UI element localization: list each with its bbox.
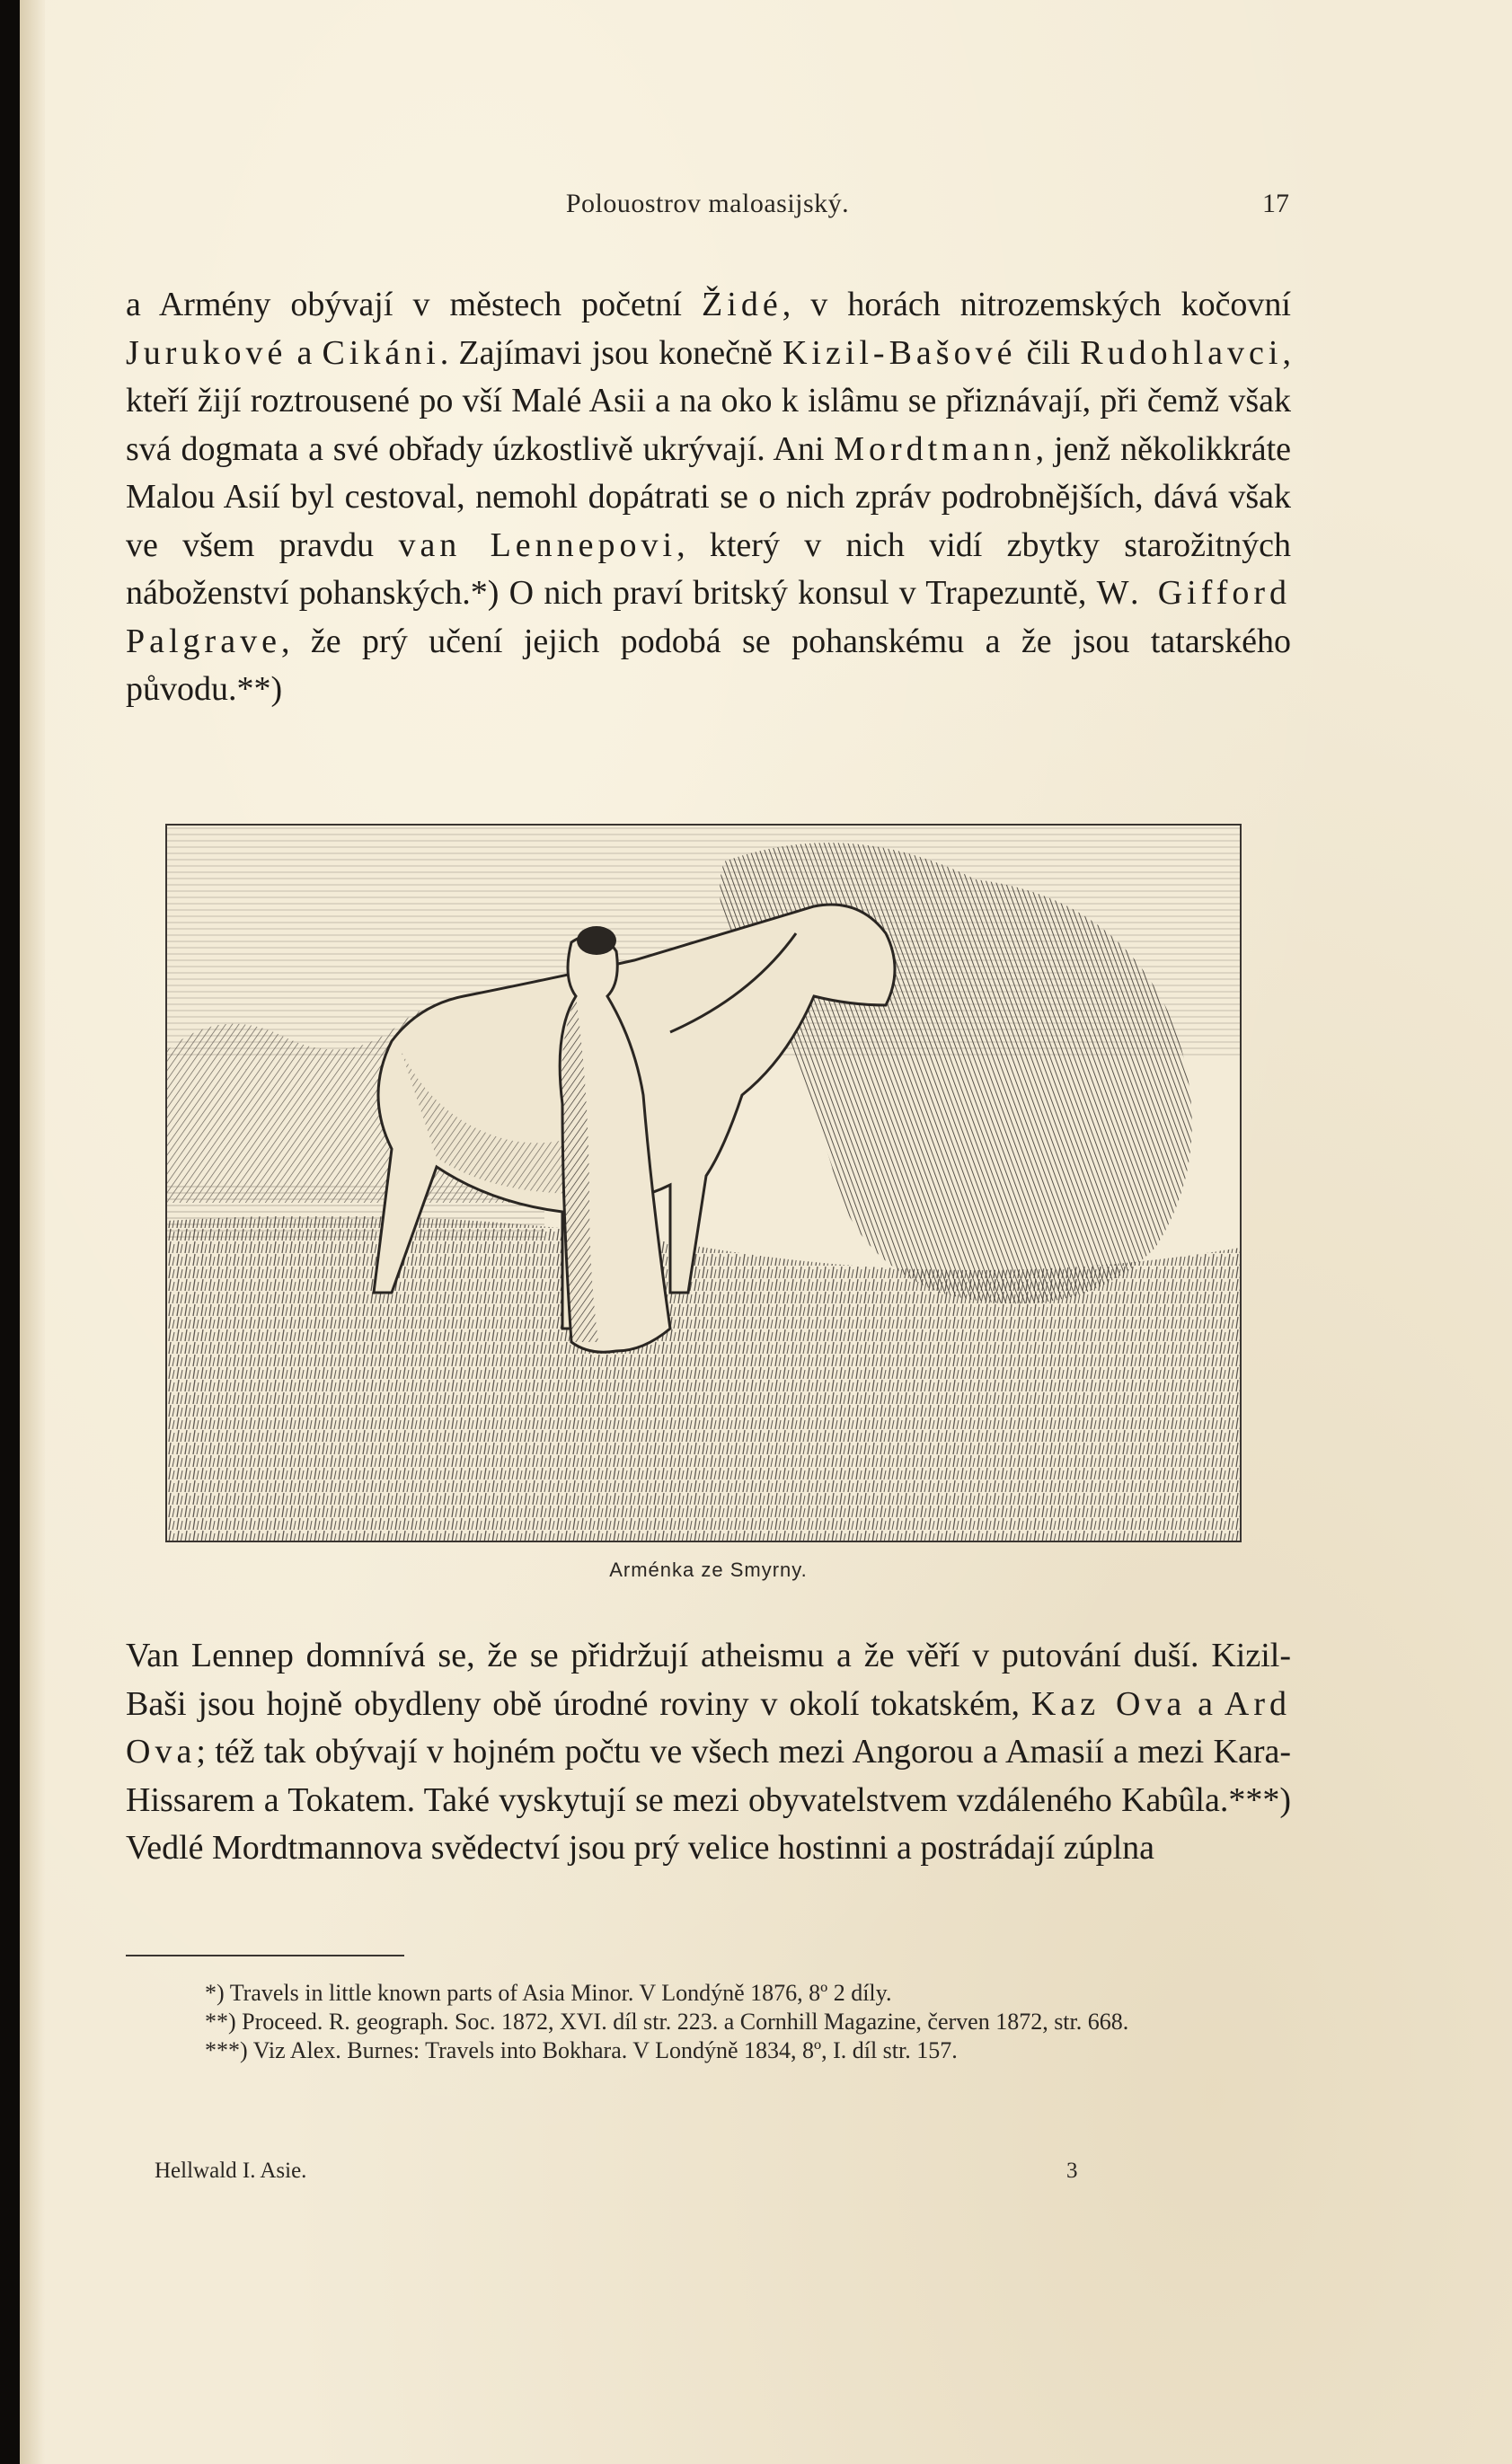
page-gutter bbox=[20, 0, 45, 2464]
body-paragraph-bottom bbox=[126, 1632, 1291, 1873]
text-run: . Zajímavi jsou konečně bbox=[439, 333, 783, 372]
footnote-1: *) Travels in little known parts of Asia Minor. V Londýně 1876, 8º 2 díly. bbox=[205, 1980, 892, 2006]
footnote-rule bbox=[126, 1955, 404, 1956]
text-run: , který v nich vidí zbytky starožitných náboženství pohanských.*) O nich praví britský konsul v Trapezuntě, bbox=[126, 525, 1291, 612]
text-run: , jenž několikkráte Malou Asií byl cestoval, nemohl dopátrati se o nich zpráv podrobnějších, dává však ve všem pravdu bbox=[126, 429, 1292, 564]
printer-signature: Hellwald I. Asie. bbox=[155, 2159, 307, 2183]
spaced-name: Mordtmann bbox=[834, 429, 1036, 468]
text-run: , kteří žijí roztrousené po vší Malé Asii a na oko k islâmu se přiznávají, při čemž však svá dogmata a své obřady úzkostlivě ukrývají. Ani bbox=[126, 333, 1291, 468]
spaced-name: Cikáni bbox=[322, 333, 440, 372]
sheet-number: 3 bbox=[1066, 2159, 1078, 2183]
spaced-name: W. Gifford Palgrave bbox=[126, 574, 1292, 660]
spaced-name: Židé bbox=[702, 286, 783, 323]
spaced-name: Jurukové bbox=[126, 333, 287, 372]
text-run: ; též tak obývají v hojném počtu ve všech mezi Angorou a Amasií a mezi Kara-Hissarem a Tokatem. Také vyskytují se mezi obyvatelstvem vzdáleného Kabûla.***) Vedlé Mordtmannova svědectví jsou prý velice hostinni a postrádají zúplna bbox=[126, 1733, 1291, 1867]
engraving-illustration bbox=[165, 824, 1242, 1542]
text-run: čili bbox=[1016, 333, 1081, 372]
text-run: a Armény obývají v městech početní bbox=[126, 286, 703, 323]
spaced-name: Kizil-Bašové bbox=[782, 333, 1017, 372]
text-run: a bbox=[287, 333, 323, 372]
text-run: , v horách nitrozemských kočovní bbox=[782, 286, 1291, 323]
figure-caption: Arménka ze Smyrny. bbox=[609, 1559, 808, 1581]
spaced-name: Ard Ova bbox=[126, 1684, 1291, 1771]
text-run: a bbox=[1186, 1684, 1225, 1723]
text-run: Van Lennep domnívá se, že se přidržují atheismu a že věří v putování duší. Kizil-Baši jsou hojně obydleny obě úrodné roviny v okolí tokatském, bbox=[126, 1637, 1291, 1723]
book-page bbox=[20, 0, 1512, 2464]
page-footer bbox=[126, 2159, 1291, 2191]
running-header bbox=[126, 180, 1289, 223]
footnote-3: ***) Viz Alex. Burnes: Travels into Bokhara. V Londýně 1834, 8º, I. díl str. 157. bbox=[205, 2037, 958, 2063]
footnotes bbox=[126, 1979, 1291, 2065]
running-title: Polouostrov maloasijský. bbox=[565, 189, 850, 218]
body-paragraph-top bbox=[126, 281, 1291, 714]
footnote-2: **) Proceed. R. geograph. Soc. 1872, XVI. díl str. 223. a Cornhill Magazine, červen 1872, str. 668. bbox=[205, 2009, 1129, 2035]
spaced-name: Kaz Ova bbox=[1030, 1684, 1187, 1723]
spaced-name: van Lennepovi bbox=[398, 525, 677, 564]
woman-headdress bbox=[577, 926, 616, 955]
text-run: , že prý učení jejich podobá se pohanskému a že jsou tatarského původu.**) bbox=[126, 622, 1291, 708]
engraving-drawing bbox=[167, 826, 1240, 1541]
page-number: 17 bbox=[1262, 189, 1289, 218]
spaced-name: Rudohlavci bbox=[1080, 333, 1283, 372]
